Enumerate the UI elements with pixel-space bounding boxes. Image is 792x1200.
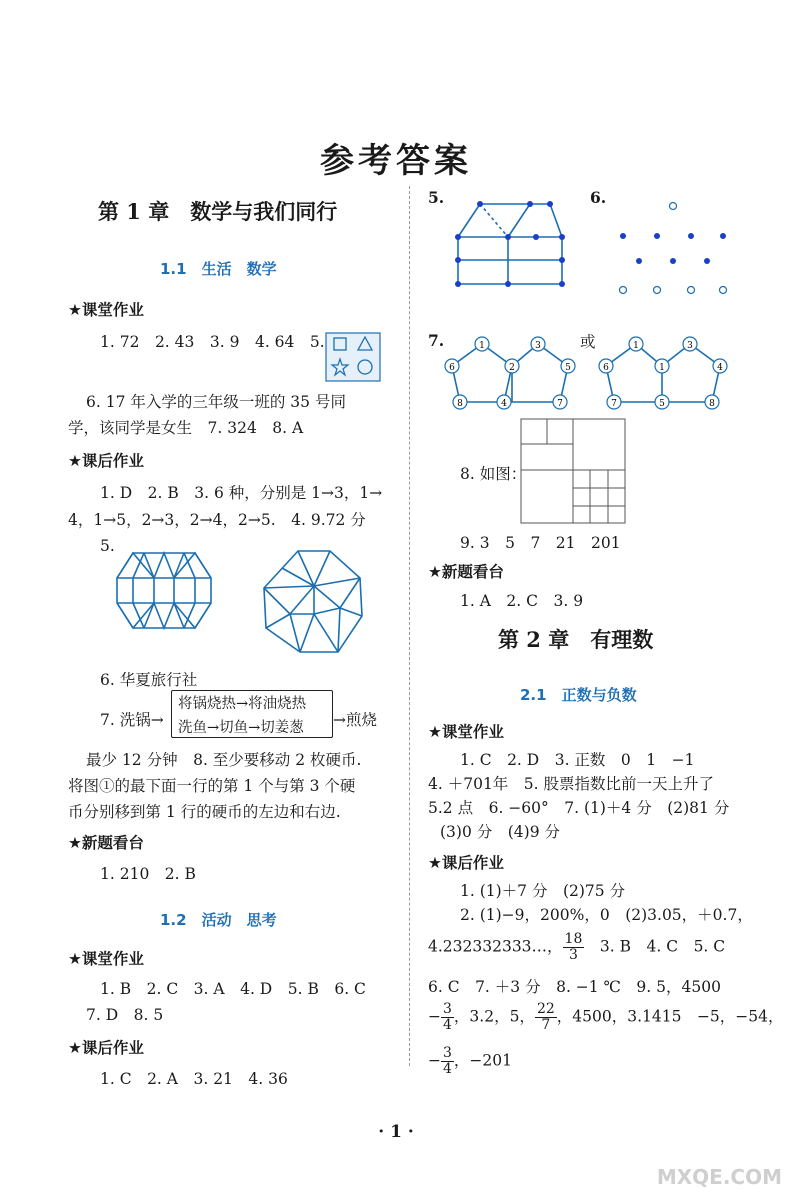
fraction-numerator: 3 (443, 1001, 452, 1017)
answer-text: 3. B 4. C 5. C (599, 937, 726, 956)
new-problems-heading: ★新题看台 (428, 563, 504, 581)
answer-line: 将图①的最下面一行的第 1 个与第 3 个硬 (68, 777, 356, 795)
fraction (535, 1002, 557, 1033)
node-label: 3 (535, 341, 541, 351)
shapes-figure (325, 332, 381, 382)
answer-line: 1. C 2. A 3. 21 4. 36 (100, 1070, 288, 1088)
item-label: 7. (428, 331, 445, 350)
fraction-denominator: 3 (569, 947, 578, 963)
node-label: 7 (557, 399, 563, 409)
answer-text: ，3.2，5， (453, 1007, 535, 1026)
node-label: 4 (717, 363, 723, 373)
answer-text: ，−201 (453, 1051, 512, 1070)
answer-line: 学，该同学是女生 7. 324 8. A (68, 419, 304, 437)
class-work-heading: ★课堂作业 (68, 950, 144, 968)
class-work-heading: ★课堂作业 (68, 301, 144, 319)
answer-line: 4. ＋701年 5. 股票指数比前一天上升了 (428, 775, 715, 793)
answer-line: 1. 210 2. B (100, 865, 196, 883)
answer-line: 1. C 2. D 3. 正数 0 1 −1 (460, 751, 695, 769)
item-label: 6. (590, 188, 607, 207)
node-label: 3 (687, 341, 693, 351)
answer-line: 币分别移到第 1 行的硬币的左边和右边. (68, 803, 341, 821)
homework-heading: ★课后作业 (428, 854, 504, 872)
section-1-2-heading: 1.2 活动 思考 (160, 911, 277, 929)
answer-line: 8. 如图： (460, 465, 527, 483)
answer-line: (3)0 分 (4)9 分 (440, 823, 560, 841)
node-label: 1 (633, 341, 639, 351)
answer-text: − (428, 1007, 441, 1026)
pentagon-graph-left (440, 334, 580, 416)
answer-line: 7. 洗锅→ (100, 711, 164, 729)
node-label: 2 (509, 363, 515, 373)
chapter-2-heading: 第 2 章 有理数 (498, 627, 654, 652)
section-2-1-heading: 2.1 正数与负数 (520, 686, 637, 704)
answer-line: →煎烧 (333, 711, 377, 729)
fraction-denominator: 7 (541, 1017, 551, 1033)
answer-line (428, 1046, 512, 1077)
node-label: 8 (457, 399, 463, 409)
watermark: MXQE.COM (656, 1165, 782, 1189)
answer-line (428, 932, 725, 963)
answer-line: 4，1→5，2→3，2→4，2→5. 4. 9.72 分 (68, 511, 366, 529)
answer-line: 1. (1)＋7 分 (2)75 分 (460, 882, 626, 900)
node-label: 7 (611, 399, 617, 409)
answer-line: 6. 华夏旅行社 (100, 671, 198, 689)
answer-text: ，4500，3.1415 −5，−54， (556, 1007, 784, 1026)
fraction (563, 932, 585, 963)
answer-line: 2. (1)−9，200%，0 (2)3.05，＋0.7， (460, 906, 753, 924)
answer-text: − (428, 1051, 441, 1070)
fraction-numerator: 18 (564, 931, 583, 947)
homework-heading: ★课后作业 (68, 452, 144, 470)
house-dots-figure (450, 192, 570, 292)
pentagon-graph-right (596, 334, 736, 416)
homework-heading: ★课后作业 (68, 1039, 144, 1057)
fraction (441, 1046, 454, 1077)
answer-line: 1. 72 2. 43 3. 9 4. 64 5. (100, 333, 325, 351)
page-title: 参考答案 (320, 141, 472, 181)
process-bottom: 洗鱼→切鱼→切姜葱 (178, 720, 304, 736)
answer-line (428, 1002, 784, 1033)
process-top: 将锅烧热→将油烧热 (178, 696, 307, 712)
answer-line: 5.2 点 6. −60° 7. (1)＋4 分 (2)81 分 (428, 799, 730, 817)
node-label: 6 (603, 363, 609, 373)
fraction-denominator: 4 (443, 1061, 452, 1077)
answer-text: 4.232332333…， (428, 937, 563, 956)
dot-triangle-figure (615, 196, 733, 300)
item-label: 5. (428, 188, 445, 207)
or-label: 或 (580, 333, 596, 351)
answer-line: 6. 17 年入学的三年级一班的 35 号同 (86, 393, 346, 411)
answer-line: 9. 3 5 7 21 201 (460, 534, 621, 552)
answer-line: 5. (100, 537, 115, 555)
node-label: 8 (709, 399, 715, 409)
fraction-numerator: 3 (443, 1045, 452, 1061)
node-label: 5 (565, 363, 571, 373)
answer-line: 最少 12 分钟 8. 至少要移动 2 枚硬币. (86, 751, 362, 769)
column-divider (409, 186, 410, 1066)
new-problems-heading: ★新题看台 (68, 834, 144, 852)
answer-line: 7. D 8. 5 (86, 1006, 164, 1024)
square-partition-figure (520, 418, 626, 524)
answer-line: 1. B 2. C 3. A 4. D 5. B 6. C (100, 980, 366, 998)
chapter-1-heading: 第 1 章 数学与我们同行 (98, 199, 338, 224)
answer-line: 1. D 2. B 3. 6 种，分别是 1→3，1→ (100, 484, 383, 502)
node-label: 5 (659, 399, 665, 409)
answer-line: 6. C 7. ＋3 分 8. −1 ℃ 9. 5，4500 (428, 978, 721, 996)
fraction (441, 1002, 454, 1033)
answer-line: 1. A 2. C 3. 9 (460, 592, 584, 610)
page-number: · 1 · (378, 1122, 414, 1142)
node-label: 1 (479, 341, 485, 351)
class-work-heading: ★课堂作业 (428, 723, 504, 741)
fraction-denominator: 4 (443, 1017, 452, 1033)
fraction-numerator: 22 (536, 1001, 555, 1017)
node-label: 6 (449, 363, 455, 373)
section-1-1-heading: 1.1 生活 数学 (160, 260, 277, 278)
hexagon-triangle-figure (116, 548, 216, 630)
node-label: 1 (659, 363, 665, 373)
node-label: 4 (501, 399, 507, 409)
octagon-pattern-figure (260, 548, 366, 658)
